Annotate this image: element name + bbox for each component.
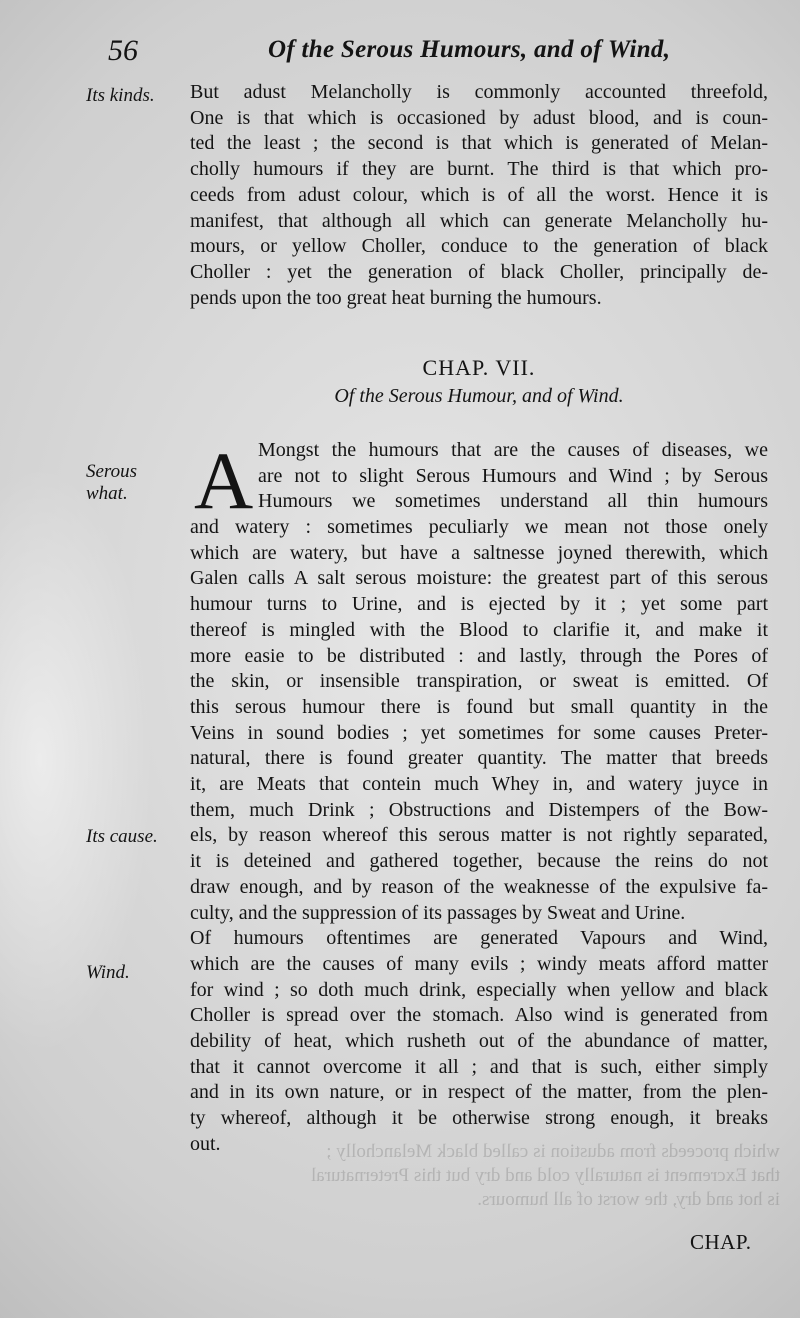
- text-line: and in its own nature, or in respect of the matter, from the plen-: [190, 1081, 768, 1104]
- margin-note-wind: Wind.: [86, 962, 130, 983]
- text-line: which are the causes of many evils ; windy meats afford matter: [190, 952, 768, 975]
- margin-note-serous-line: Serous: [86, 461, 138, 482]
- text-line: for wind ; so doth much drink, especially when yellow and black: [190, 978, 768, 1001]
- text-line: that it cannot overcome it all ; and that is such, either simply: [190, 1055, 768, 1078]
- text-line: more easie to be distributed : and lastly, through the Pores of: [190, 644, 768, 667]
- text-line: Humours we sometimes understand all thin humours: [258, 490, 768, 513]
- text-line: culty, and the suppression of its passages by Sweat and Urine.: [190, 901, 686, 924]
- text-line: it, are Meats that contein much Whey in, and watery juyce in: [190, 773, 768, 796]
- margin-note-kinds: Its kinds.: [86, 85, 155, 106]
- paragraph-serous-intro: [258, 438, 768, 515]
- margin-note-serous: [86, 461, 137, 505]
- drop-cap: A: [194, 435, 254, 526]
- text-line: One is that which is occasioned by adust blood, and is coun-: [190, 106, 768, 129]
- text-line: are not to slight Serous Humours and Wind ; by Serous: [258, 464, 768, 487]
- page-header: [108, 34, 798, 68]
- paragraph-serous-body: [190, 515, 768, 1158]
- text-line: manifest, that although all which can generate Melancholly hu-: [190, 209, 768, 232]
- text-line: Choller : yet the generation of black Choller, principally de-: [190, 260, 768, 283]
- show-through-text: which proceeds from adustion is called black Melancholly ; that Excrement is naturally cold and dry but this Preternatural is hot and dry, the worst of all humours.: [310, 1141, 780, 1210]
- text-line: Galen calls A salt serous moisture: the greatest part of this serous: [190, 567, 768, 590]
- catchword: CHAP.: [690, 1230, 752, 1254]
- text-line: debility of heat, which rusheth out of the abundance of matter,: [190, 1030, 768, 1053]
- page-number: 56: [108, 34, 138, 67]
- margin-note-cause: Its cause.: [86, 826, 158, 847]
- text-line: ty whereof, although it be otherwise strong enough, it breaks: [190, 1107, 768, 1130]
- text-line: cholly humours if they are burnt. The third is that which pro-: [190, 158, 768, 181]
- text-line: els, by reason whereof this serous matter is not rightly separated,: [190, 824, 768, 847]
- text-line: them, much Drink ; Obstructions and Distempers of the Bow-: [190, 798, 768, 821]
- text-line: Mongst the humours that are the causes of diseases, we: [258, 439, 768, 461]
- running-head: Of the Serous Humours, and of Wind,: [268, 36, 671, 63]
- text-line: humour turns to Urine, and is ejected by it ; yet some part: [190, 593, 768, 616]
- text-line: ceeds from adust colour, which is of all the worst. Hence it is: [190, 183, 768, 206]
- text-line: Of humours oftentimes are generated Vapours and Wind,: [190, 927, 768, 950]
- text-line: mours, or yellow Choller, conduce to the generation of black: [190, 235, 768, 258]
- text-line: out.: [190, 1132, 221, 1155]
- chapter-title: CHAP. VII.: [422, 355, 536, 380]
- text-line: ted the least ; the second is that which is generated of Melan-: [190, 132, 768, 155]
- chapter-subtitle: Of the Serous Humour, and of Wind.: [334, 385, 624, 407]
- text-line: the skin, or insensible transpiration, or sweat is emitted. Of: [190, 670, 768, 693]
- text-line: draw enough, and by reason of the weaknesse of the expulsive fa-: [190, 875, 768, 898]
- text-line: natural, there is found greater quantity. The matter that breeds: [190, 747, 768, 770]
- margin-note-serous-line: what.: [86, 483, 128, 504]
- text-line: But adust Melancholly is commonly accounted threefold,: [190, 81, 768, 103]
- text-line: Veins in sound bodies ; yet sometimes for some causes Preter-: [190, 721, 768, 744]
- text-line: thereof is mingled with the Blood to clarifie it, and make it: [190, 618, 768, 641]
- text-line: pends upon the too great heat burning the humours.: [190, 286, 602, 309]
- text-line: Choller is spread over the stomach. Also wind is generated from: [190, 1004, 768, 1027]
- paragraph-adust-melancholly: [190, 80, 768, 311]
- text-line: which are watery, but have a saltnesse joyned therewith, which: [190, 541, 768, 564]
- text-line: and watery : sometimes peculiarly we mean not those onely: [190, 516, 768, 538]
- text-line: it is deteined and gathered together, because the reins do not: [190, 850, 768, 873]
- text-line: this serous humour there is found but small quantity in the: [190, 695, 768, 718]
